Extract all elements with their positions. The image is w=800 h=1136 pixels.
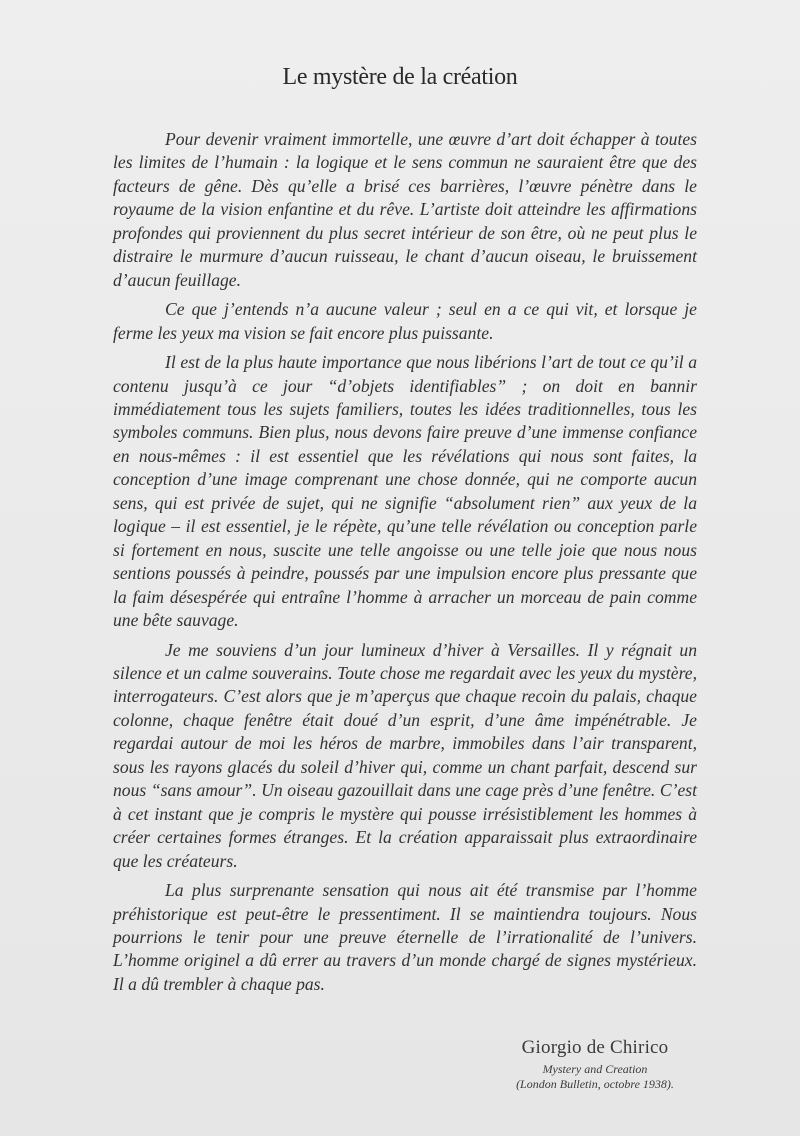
paragraph-2: Ce que j’entends n’a aucune valeur ; seul en a ce qui vit, et lorsque je ferme les yeux ma vision se fait encore plus puissante.	[113, 299, 697, 343]
paragraph-4: Je me souviens d’un jour lumineux d’hiver à Versailles. Il y régnait un silence et un calme souverains. Toute chose me regardait avec les yeux du mystère, interrogateurs. C’est alors que je m’aperçus que chaque recoin du palais, chaque colonne, chaque fenêtre était doué d’un esprit, d’une âme impénétrable. Je regardai autour de moi les héros de marbre, immobiles dans l’air transparent, sous les rayons glacés du soleil d’hiver qui, comme un chant parfait, descend sur nous “sans amour”. Un oiseau gazouillait dans une cage près d’une fenêtre. C’est à cet instant que je compris le mystère qui pousse irrésistiblement les hommes à créer certaines formes étranges. Et la création apparaissait plus extraordinaire que les créateurs.	[113, 639, 697, 871]
paragraph-1: Pour devenir vraiment immortelle, une œuvre d’art doit échapper à toutes les limites de l’humain : la logique et le sens commun ne sauraient être que des facteurs de gêne. Dès qu’elle a brisé ces barrières, l’œuvre pénètre dans le royaume de la vision enfantine et du rêve. L’artiste doit atteindre les affirmations profondes qui proviennent du plus secret intérieur de son être, où ne peut plus le distraire le murmure d’aucun ruisseau, le chant d’aucun oiseau, le bruissement d’aucun feuillage.	[113, 129, 697, 290]
author-name: Giorgio de Chirico	[521, 1037, 669, 1058]
source-citation: (London Bulletin, octobre 1938).	[516, 1077, 674, 1091]
paragraph-3: Il est de la plus haute importance que nous libérions l’art de tout ce qu’il a contenu jusqu’à ce jour “d’objets identifiables” ; on doit en bannir immédiatement tous les sujets familiers, toutes les idées traditionnelles, tous les symboles communs. Bien plus, nous devons faire preuve d’une immense confiance en nous-mêmes : il est essentiel que les révélations qui nous sont faites, la conception d’une image comprenant une chose donnée, qui ne comporte aucun sens, qui est privée de sujet, qui ne signifie “absolument rien” aux yeux de la logique – il est essentiel, je le répète, qu’une telle révélation ou conception parle si fortement en nous, suscite une telle angoisse ou une telle joie que nous nous sentions poussés à peindre, poussés par une impulsion encore plus pressante que la faim désespérée qui entraîne l’homme à arracher un morceau de pain comme une bête sauvage.	[113, 352, 697, 631]
document-body	[113, 128, 697, 1002]
paragraph-5: La plus surprenante sensation qui nous ait été transmise par l’homme préhistorique est peut-être le pressentiment. Il se maintiendra toujours. Nous pourrions le tenir pour une preuve éternelle de l’irrationalité de l’univers. L’homme originel a dû errer au travers d’un monde chargé de signes mystérieux. Il a dû trembler à chaque pas.	[113, 880, 697, 994]
document-title: Le mystère de la création	[282, 64, 518, 90]
work-title: Mystery and Creation	[542, 1062, 648, 1076]
signature-block	[470, 1036, 720, 1092]
